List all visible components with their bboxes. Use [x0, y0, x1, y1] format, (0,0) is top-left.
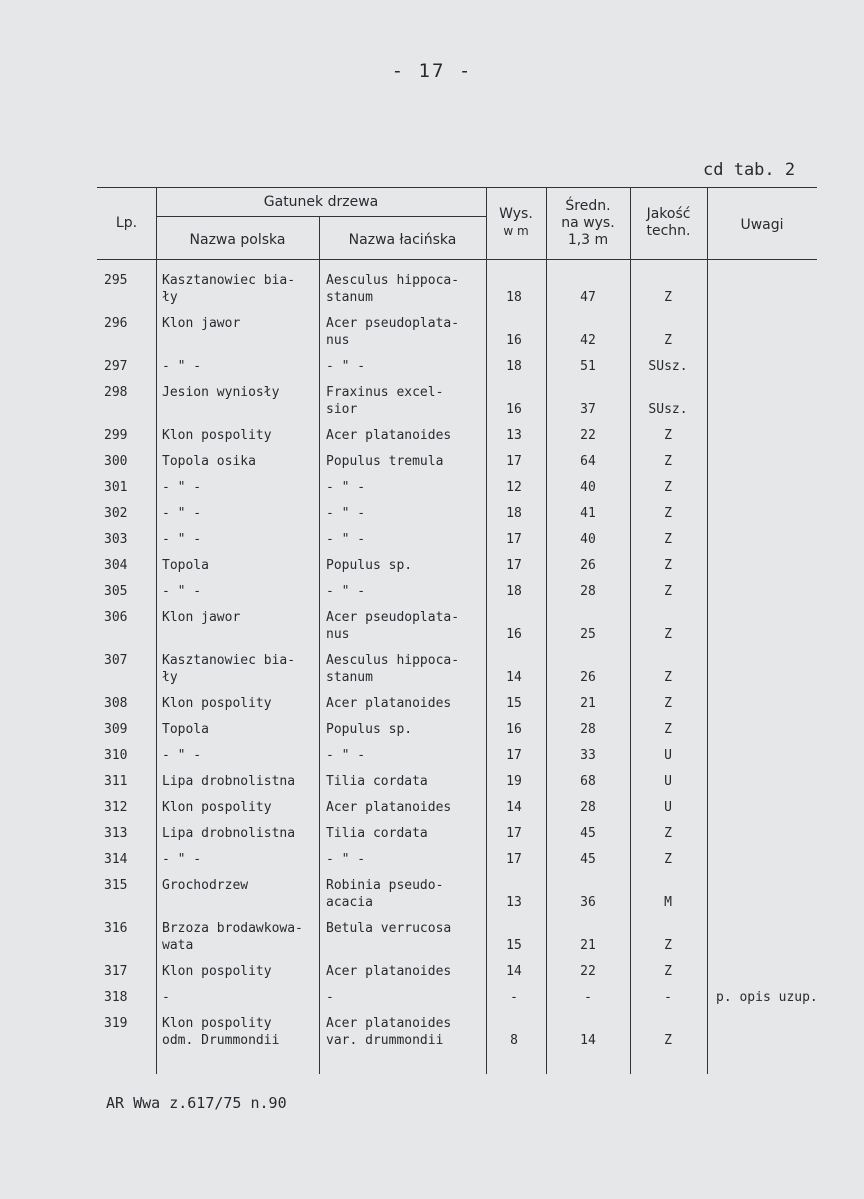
row-nazwa-lacinska: Aesculus hippoca- [326, 653, 460, 668]
row-nazwa-lacinska: Tilia cordata [326, 774, 428, 789]
row-nazwa-lacinska: Acer pseudoplata- [326, 610, 460, 625]
row-wysokosc: - [510, 990, 518, 1005]
row-nazwa-polska: - " - [162, 480, 202, 495]
row-wysokosc: 16 [506, 402, 522, 417]
row-nazwa-polska: Lipa drobnolistna [162, 826, 296, 841]
row-srednica: 42 [580, 333, 596, 348]
row-wysokosc: 8 [510, 1033, 518, 1048]
row-nazwa-polska: Klon pospolity [162, 964, 272, 979]
row-srednica: 40 [580, 532, 596, 547]
row-nazwa-polska: Topola [162, 722, 209, 737]
row-wysokosc: 18 [506, 506, 522, 521]
row-nazwa-polska: ły [162, 670, 178, 685]
row-wysokosc: 17 [506, 558, 522, 573]
row-jakosc: SUsz. [648, 402, 688, 417]
row-nazwa-lacinska: Populus sp. [326, 558, 413, 573]
row-jakosc: Z [664, 722, 672, 737]
row-lp: 317 [104, 964, 128, 979]
row-nazwa-lacinska: Betula verrucosa [326, 921, 452, 936]
header-nazwa-lacinska: Nazwa łacińska [348, 232, 457, 248]
header-jakosc-line2: techn. [646, 223, 691, 239]
row-srednica: 25 [580, 627, 596, 642]
row-lp: 307 [104, 653, 128, 668]
row-lp: 305 [104, 584, 128, 599]
row-nazwa-lacinska: stanum [326, 670, 373, 685]
row-wysokosc: 18 [506, 359, 522, 374]
row-jakosc: Z [664, 333, 672, 348]
row-nazwa-lacinska: Populus sp. [326, 722, 413, 737]
row-nazwa-lacinska: Acer platanoides [326, 696, 452, 711]
row-jakosc: Z [664, 964, 672, 979]
row-nazwa-lacinska: - " - [326, 480, 366, 495]
row-nazwa-lacinska: Acer platanoides [326, 964, 452, 979]
row-nazwa-polska: - " - [162, 852, 202, 867]
row-wysokosc: 17 [506, 748, 522, 763]
row-srednica: 28 [580, 800, 596, 815]
row-srednica: 37 [580, 402, 596, 417]
row-jakosc: Z [664, 290, 672, 305]
row-nazwa-lacinska: Populus tremula [326, 454, 444, 469]
row-srednica: 14 [580, 1033, 596, 1048]
row-srednica: 26 [580, 558, 596, 573]
row-lp: 302 [104, 506, 128, 521]
row-jakosc: Z [664, 532, 672, 547]
row-nazwa-lacinska: - [326, 990, 334, 1005]
row-nazwa-polska: Klon pospolity [162, 428, 272, 443]
row-lp: 309 [104, 722, 128, 737]
row-nazwa-polska: - [162, 990, 170, 1005]
row-wysokosc: 15 [506, 938, 522, 953]
row-srednica: 33 [580, 748, 596, 763]
header-sredn-line3: 1,3 m [567, 232, 609, 248]
row-nazwa-polska: ły [162, 290, 178, 305]
row-lp: 298 [104, 385, 128, 400]
row-srednica: 47 [580, 290, 596, 305]
row-nazwa-polska: Grochodrzew [162, 878, 249, 893]
row-jakosc: Z [664, 584, 672, 599]
row-wysokosc: 18 [506, 584, 522, 599]
row-srednica: 68 [580, 774, 596, 789]
header-lp: Lp. [115, 215, 138, 231]
row-jakosc: Z [664, 826, 672, 841]
row-uwagi: p. opis uzup. [716, 990, 818, 1005]
row-lp: 313 [104, 826, 128, 841]
row-nazwa-lacinska: stanum [326, 290, 373, 305]
col-divider-jakosc [707, 187, 708, 1074]
row-wysokosc: 13 [506, 895, 522, 910]
row-jakosc: M [664, 895, 672, 910]
row-lp: 304 [104, 558, 128, 573]
row-jakosc: SUsz. [648, 359, 688, 374]
row-srednica: 28 [580, 584, 596, 599]
row-wysokosc: 19 [506, 774, 522, 789]
row-nazwa-polska: Lipa drobnolistna [162, 774, 296, 789]
row-nazwa-lacinska: - " - [326, 532, 366, 547]
row-wysokosc: 12 [506, 480, 522, 495]
row-nazwa-polska: Klon jawor [162, 610, 241, 625]
header-uwagi: Uwagi [740, 217, 784, 233]
row-nazwa-lacinska: acacia [326, 895, 373, 910]
header-nazwa-polska: Nazwa polska [189, 232, 286, 248]
row-lp: 314 [104, 852, 128, 867]
row-nazwa-polska: Klon pospolity [162, 1016, 272, 1031]
row-nazwa-polska: - " - [162, 532, 202, 547]
row-srednica: 45 [580, 852, 596, 867]
header-wys [486, 206, 546, 240]
row-nazwa-polska: Kasztanowiec bia- [162, 273, 296, 288]
row-lp: 296 [104, 316, 128, 331]
row-srednica: 64 [580, 454, 596, 469]
row-nazwa-lacinska: Acer pseudoplata- [326, 316, 460, 331]
row-jakosc: U [664, 774, 672, 789]
row-jakosc: Z [664, 454, 672, 469]
row-jakosc: Z [664, 480, 672, 495]
row-lp: 297 [104, 359, 128, 374]
row-lp: 301 [104, 480, 128, 495]
footer-reference: AR Wwa z.617/75 n.90 [106, 1094, 287, 1112]
header-group-divider [156, 216, 486, 217]
row-jakosc: U [664, 800, 672, 815]
row-lp: 315 [104, 878, 128, 893]
row-srednica: 45 [580, 826, 596, 841]
row-wysokosc: 14 [506, 964, 522, 979]
continuation-note: cd tab. 2 [703, 160, 796, 180]
row-jakosc: U [664, 748, 672, 763]
row-srednica: 28 [580, 722, 596, 737]
row-wysokosc: 16 [506, 333, 522, 348]
row-lp: 318 [104, 990, 128, 1005]
row-nazwa-polska: - " - [162, 506, 202, 521]
row-nazwa-polska: Klon pospolity [162, 800, 272, 815]
header-sredn-line1: Średn. [565, 198, 611, 214]
row-nazwa-polska: Jesion wyniosły [162, 385, 280, 400]
row-nazwa-polska: Klon jawor [162, 316, 241, 331]
col-divider-polska [319, 216, 320, 1074]
row-nazwa-lacinska: - " - [326, 506, 366, 521]
row-nazwa-polska: wata [162, 938, 194, 953]
row-nazwa-polska: Brzoza brodawkowa- [162, 921, 303, 936]
row-nazwa-polska: Klon pospolity [162, 696, 272, 711]
row-jakosc: Z [664, 506, 672, 521]
row-nazwa-lacinska: - " - [326, 359, 366, 374]
row-lp: 312 [104, 800, 128, 815]
col-divider-lp [156, 187, 157, 1074]
row-srednica: 21 [580, 696, 596, 711]
row-wysokosc: 17 [506, 532, 522, 547]
row-nazwa-polska: odm. Drummondii [162, 1033, 280, 1048]
row-wysokosc: 14 [506, 670, 522, 685]
row-lp: 300 [104, 454, 128, 469]
page-number: - 17 - [391, 60, 473, 82]
row-nazwa-polska: Topola [162, 558, 209, 573]
row-srednica: 51 [580, 359, 596, 374]
row-nazwa-polska: Topola osika [162, 454, 256, 469]
row-nazwa-polska: - " - [162, 748, 202, 763]
row-srednica: 41 [580, 506, 596, 521]
row-nazwa-lacinska: Tilia cordata [326, 826, 428, 841]
row-lp: 311 [104, 774, 128, 789]
header-wys-line1: Wys. [499, 206, 533, 222]
header-jakosc-line1: Jakość [646, 206, 691, 222]
row-nazwa-lacinska: Aesculus hippoca- [326, 273, 460, 288]
row-wysokosc: 17 [506, 826, 522, 841]
row-nazwa-lacinska: Acer platanoides [326, 428, 452, 443]
row-jakosc: Z [664, 1033, 672, 1048]
row-jakosc: Z [664, 938, 672, 953]
row-lp: 319 [104, 1016, 128, 1031]
row-wysokosc: 17 [506, 454, 522, 469]
row-jakosc: - [664, 990, 672, 1005]
row-wysokosc: 14 [506, 800, 522, 815]
row-wysokosc: 18 [506, 290, 522, 305]
row-srednica: 40 [580, 480, 596, 495]
row-jakosc: Z [664, 852, 672, 867]
row-nazwa-lacinska: - " - [326, 748, 366, 763]
row-wysokosc: 15 [506, 696, 522, 711]
row-wysokosc: 17 [506, 852, 522, 867]
row-lp: 303 [104, 532, 128, 547]
row-nazwa-lacinska: sior [326, 402, 358, 417]
row-jakosc: Z [664, 558, 672, 573]
row-nazwa-lacinska: nus [326, 333, 350, 348]
row-lp: 306 [104, 610, 128, 625]
row-wysokosc: 16 [506, 627, 522, 642]
row-nazwa-lacinska: - " - [326, 584, 366, 599]
row-jakosc: Z [664, 428, 672, 443]
row-jakosc: Z [664, 670, 672, 685]
header-gatunek: Gatunek drzewa [263, 194, 379, 210]
row-nazwa-lacinska: var. drummondii [326, 1033, 444, 1048]
row-srednica: 26 [580, 670, 596, 685]
row-wysokosc: 16 [506, 722, 522, 737]
row-jakosc: Z [664, 696, 672, 711]
row-nazwa-polska: - " - [162, 584, 202, 599]
header-bottom-border [97, 259, 817, 260]
row-lp: 299 [104, 428, 128, 443]
row-nazwa-lacinska: - " - [326, 852, 366, 867]
row-lp: 316 [104, 921, 128, 936]
table-top-border [97, 187, 817, 188]
row-srednica: 22 [580, 964, 596, 979]
row-nazwa-polska: Kasztanowiec bia- [162, 653, 296, 668]
header-wys-line2: w m [503, 224, 529, 238]
row-lp: 295 [104, 273, 128, 288]
header-sredn-line2: na wys. [561, 215, 615, 231]
row-jakosc: Z [664, 627, 672, 642]
row-nazwa-lacinska: Acer platanoides [326, 1016, 452, 1031]
header-sredn [546, 198, 630, 249]
row-nazwa-lacinska: Robinia pseudo- [326, 878, 444, 893]
row-srednica: 36 [580, 895, 596, 910]
row-lp: 308 [104, 696, 128, 711]
row-wysokosc: 13 [506, 428, 522, 443]
row-nazwa-lacinska: Fraxinus excel- [326, 385, 444, 400]
row-nazwa-lacinska: nus [326, 627, 350, 642]
row-nazwa-polska: - " - [162, 359, 202, 374]
header-jakosc [630, 206, 707, 240]
row-srednica: 21 [580, 938, 596, 953]
row-srednica: 22 [580, 428, 596, 443]
row-lp: 310 [104, 748, 128, 763]
row-nazwa-lacinska: Acer platanoides [326, 800, 452, 815]
row-srednica: - [584, 990, 592, 1005]
